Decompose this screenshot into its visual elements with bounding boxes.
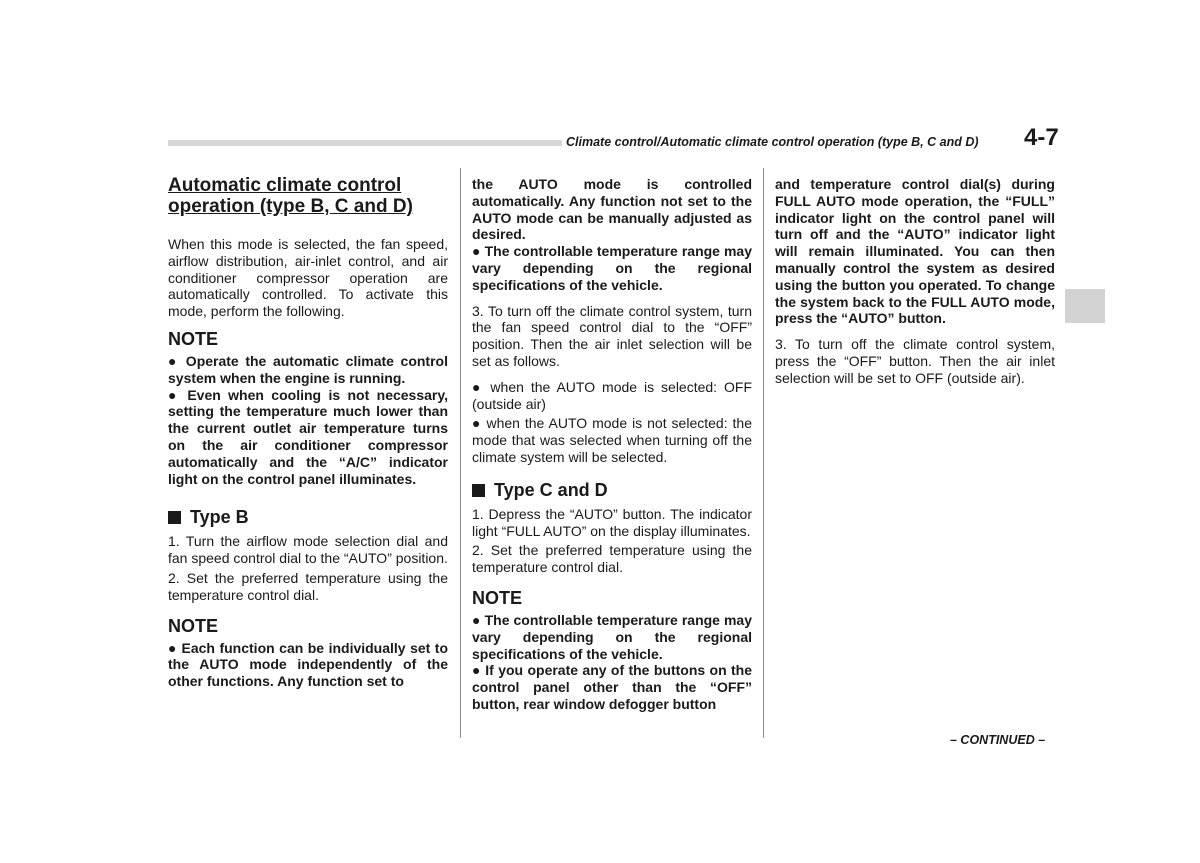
bullet-item: ● when the AUTO mode is not selected: the mode that was selected when turning off the climate system will be selected. — [472, 415, 752, 465]
note-item: ● Operate the automatic climate control system when the engine is running. — [168, 352, 448, 386]
note-continuation: and temperature control dial(s) during FULL AUTO mode operation, the “FULL” indicator light on the control panel will turn off and the “AUTO” indicator light will remain illuminated. You can then manually control the system as desired using the button you operated. To change the system back to the FULL AUTO mode, press the “AUTO” button. — [775, 176, 1055, 327]
intro-paragraph: When this mode is selected, the fan speed, airflow distribution, air-inlet control, and air conditioner compressor operation are automatically controlled. To activate this mode, perform the following. — [168, 236, 448, 320]
subsection-label: Type C and D — [494, 479, 608, 500]
note-item: ● If you operate any of the buttons on the control panel other than the “OFF” button, rear window defogger button — [472, 662, 752, 712]
step: 1. Depress the “AUTO” button. The indicator light “FULL AUTO” on the display illuminates. — [472, 505, 752, 539]
note-heading: NOTE — [168, 615, 219, 636]
step: 3. To turn off the climate control system, press the “OFF” button. Then the air inlet selection will be set to OFF (outside air). — [775, 336, 1055, 386]
square-bullet-icon — [472, 484, 485, 497]
subsection-title-type-b — [168, 507, 448, 527]
column-divider — [763, 168, 764, 738]
section-title: Automatic climate control operation (type B, C and D) — [168, 175, 413, 217]
bullet-item: ● when the AUTO mode is selected: OFF (outside air) — [472, 378, 752, 412]
step: 3. To turn off the climate control system, turn the fan speed control dial to the “OFF” position. Then the air inlet selection will be set as follows. — [472, 302, 752, 369]
column-middle — [472, 172, 752, 713]
header-rule — [168, 140, 562, 146]
column-divider — [460, 168, 461, 738]
note-item: ● Each function can be individually set to the AUTO mode independently of the other functions. Any function set to — [168, 639, 448, 690]
note-heading: NOTE — [168, 328, 219, 349]
column-right — [775, 172, 1055, 390]
note-heading: NOTE — [472, 587, 523, 608]
note-item: ● The controllable temperature range may vary depending on the regional specifications of the vehicle. — [472, 243, 752, 293]
note-item: ● The controllable temperature range may vary depending on the regional specifications of the vehicle. — [472, 611, 752, 662]
square-bullet-icon — [168, 511, 181, 524]
column-left — [168, 172, 448, 690]
continued-footer: – CONTINUED – — [950, 733, 1046, 747]
subsection-title-type-cd — [472, 480, 752, 500]
running-header: Climate control/Automatic climate control operation (type B, C and D) — [566, 135, 979, 149]
step: 2. Set the preferred temperature using the temperature control dial. — [168, 569, 448, 603]
step: 1. Turn the airflow mode selection dial and fan speed control dial to the “AUTO” position. — [168, 533, 448, 567]
note-continuation: the AUTO mode is controlled automatically. Any function not set to the AUTO mode can be manually adjusted as desired. — [472, 176, 752, 243]
subsection-label: Type B — [190, 507, 249, 528]
chapter-tab — [1065, 289, 1105, 323]
note-item: ● Even when cooling is not necessary, setting the temperature much lower than the current outlet air temperature turns on the air conditioner compressor automatically and the “A/C” indicator light on the control panel illuminates. — [168, 386, 448, 487]
page-number: 4-7 — [1024, 124, 1059, 151]
step: 2. Set the preferred temperature using the temperature control dial. — [472, 542, 752, 576]
